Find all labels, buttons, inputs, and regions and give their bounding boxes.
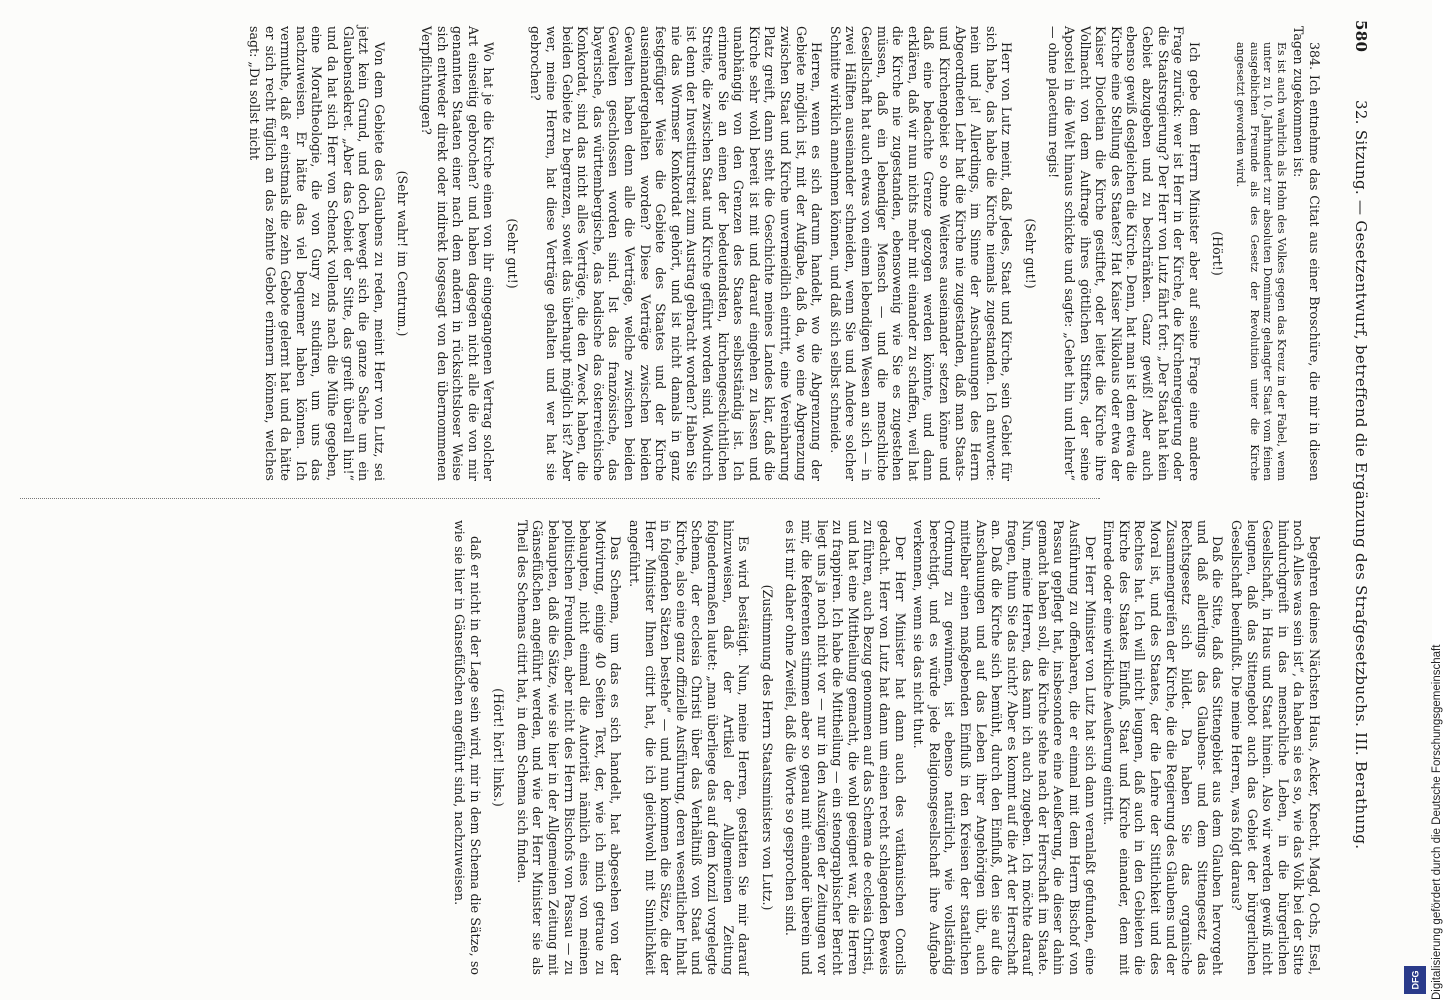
paragraph: Der Herr Minister von Lutz hat sich dann veranlaßt gefunden, eine Ausführung zu offenbaren, die er einmal mit dem Herrn Bischof von Passau gepflegt hat, insbesondere eine Aeußerung, die dieser dahin gemacht haben soll, die Kirche stehe nach der Herrschaft im Staate. Nun, meine Herren, das kann ich auch zugeben. Ich möchte darauf fragen, thun Sie das nicht? Aber es kommt auf die Art der Herrschaft an. Daß die Kirche sich bemüht, durch den Einfluß, den sie auf die Anschauungen und auf das Leben ihrer Angehörigen übt, auch mittelbar einen maßgebenden Einfluß in den Kreisen der staatlichen Ordnung zu gewinnen, ist ebenso natürlich, wie vollständig berechtigt, und es würde jede Religionsgesellschaft ihre Aufgabe verkennen, wenn sie das nicht thut. — [911, 520, 1098, 975]
paragraph: 384. Ich entnehme das Citat aus einer Broschüre, die mir in diesen Tagen zugekommen ist: — [1291, 26, 1322, 481]
paragraph: Das Schema, um das es sich handelt, hat abgesehen von der Motivirung, einige 40 Seiten Text, der, wie ich mich getraue zu behaupten, nicht einmal die Autorität nämlich eines von meinen politischen Freunden, aber nicht des Herrn Bischofs von Passau — zu behaupten, daß die Sätze, wie sie hier in der Allgemeinen Zeitung mit Gänsefüßchen angeführt werden, und wie der Herr Minister sie als Theil des Schemas citirt hat, in dem Schema sich finden. — [514, 520, 624, 975]
column-separator — [20, 498, 1100, 499]
page-header — [1338, 20, 1378, 980]
interjection: (Sehr gut!) — [1022, 218, 1038, 289]
paragraph: Wo hat je die Kirche einen von ihr eingegangenen Vertrag solcher Art einseitig gebrochen? und haben dagegen nicht alle die von mir genannten Staaten einer nach dem andern in rücksichtsloser Weise sich entweder direkt oder indirekt losgesagt von den übernommenen Verpflichtungen? — [418, 26, 497, 481]
quotation: Es ist auch wahrlich als Hohn des Volkes gegen das Kreuz in der Fabel, wenn unter zu 10. Jahrhundert zur absoluten Dominanz gelangter Staat vom feinen ausgeblichen Freunde als des Gesetz der Revolution unter die Kirche angesetzt geworden wird. — [1234, 42, 1288, 481]
paragraph: Daß die Sitte, daß das Sittengebiet aus dem Glauben hervorgeht und daß allerdings das Glaubens- und dem Sittengesetz das Rechtsgesetz sich bildet. Da haben Sie das organische Zusammengreifen der Kirche, die die Regierung des Glaubens und der Moral ist, und des Staates, der die Lehre der Sittlichkeit und des Rechtes hat. Ich will nicht leugnen, daß auch in den Gebieten die Kirche des Staates Einfluß, Staat und Kirche einander, dem mit Einrede oder eine wirkliche Aeußerung eintritt. — [1101, 520, 1226, 975]
dfg-logo-icon — [1404, 966, 1426, 994]
digitization-credit: Digitalisierung gefördert durch die Deutsche Forschungsgemeinschaft — [1431, 644, 1443, 1000]
paragraph: daß er nicht in der Lage sein wird, mir in dem Schema die Sätze, so wie sie hier in Gänsefüßchen angeführt sind, nachzuweisen. — [452, 520, 483, 975]
paragraph: Von dem Gebiete des Glaubens zu reden, meint Herr von Lutz, sei jetzt kein Grund, und doch bewegt sich die ganze Sache um ein Glaubensdekret. „Aber das Gebiet der Sitte, das greift überall hin!“ und da hat sich Herr von Schenck vollends nach die Mühe gegeben, eine Moraltheologie, die von Gury zu studiren, um uns das nachzuweisen. Er hätte das viel bequemer haben können. Ich vermuthe, daß er einstmals die zehn Gebote gelernt hat und da hätte er sich recht füglich an das zehnte Gebot erinnern können, welches sagt: „Du sollst nicht — [247, 26, 387, 481]
paragraph: Herren, wenn es sich darum handelt, wo die Abgrenzung der Gebiete möglich ist, mit der Aufgabe, daß da, wo eine Abgrenzung zwischen Staat und Kirche unvermeidlich eintritt, eine Vereinbarung Platz greift, dann steht die Geschichte meines Landes klar, daß die Kirche sehr wohl bereit ist mit und darauf eingehen zu lassen und unabhängig von den Grenzen des Staates selbstständig ist. Ich erinnere Sie an einen der bedeutendsten, kirchengeschichtlichen Streite, die zwischen Staat und Kirche geführt worden sind. Wodurch ist denn der Investiturstreit zum Austrag gebracht worden? Haben Sie nie das Wormser Konkordat gehört, und ist nicht damals in ganz festgefügter Weise die Gebiete des Staates und der Kirche auseinandergehalten worden? Diese Verträge zwischen beiden Gewalten haben denn alle die Verträge, welche zwischen beiden Gewalten geschlossen worden sind. Ist das französische, das bayerische, das württembergische, das badische das österreichische Konkordat, sind das nicht alles Verträge, die den Zweck haben, die beiden Gebiete zu begrenzen, soweit das überhaupt möglich ist? Aber wer, meine Herren, hat diese Verträge gehalten und wer hat sie gebrochen? — [528, 26, 825, 481]
paragraph: Ich gebe dem Herrn Minister aber auf seine Frage eine andere Frage zurück: wer ist Herr in der Kirche, die Kirchenregierung oder die Staatsregierung? Der Herr von Lutz fährt fort: „Der Staat hat kein Gebiet abzugeben und zu beschränken. Ganz gewiß! Aber auch ebenso gewiß desgleichen die Kirche. Denn, hat man ist dem etwa die Kirche eine Stellung des Staates? Hat Kaiser Nikolaus oder etwa der Kaiser Diocletian die Kirche gestiftet, oder leitet die Kirche ihre Vollmacht von dem Auftrage ihres göttlichen Stifters, der seine Apostel in die Welt hinaus schickte und sagte: „Gehet hin und lehret“ — ohne placetum regis! — [1046, 26, 1202, 481]
interjection: (Zustimmung des Herrn Staatsministers von Lutz.) — [759, 584, 775, 911]
text-column-left — [22, 26, 1322, 481]
digitization-credit-strip — [1404, 0, 1443, 1000]
paragraph: Herr von Lutz meint, daß Jedes, Staat und Kirche, sein Gebiet für sich habe, das habe die Kirche niemals zugestanden. Ich antworte: nein und ja! Allerdings, im Sinne der Anschauungen des Herrn Abgeordneten Lehr hat die Kirche nie zugestanden, daß man Staats- und Kirchengebiet so ohne Weiteres auseinander setzen könne und daß eine bedachte Grenze gezogen werden könnte, und dann erklären, daß wir nun nichts mehr mit einander zu schaffen, weil hat die Kirche nie zugestanden, ebensowenig wie Sie es zugestehen müssen, daß ein lebendiger Mensch — und die menschliche Gesellschaft hat auch etwas von einem lebendigen Wesen an sich — in zwei Hälften auseinander schneiden, wenn Sie und Andere solcher Schnitte wirklich annehmen können, und daß sich selbst schneide. — [827, 26, 1015, 481]
page-number: 580 — [1352, 20, 1370, 53]
text-column-right — [22, 520, 1322, 975]
interjection: (Hört!) — [1210, 231, 1226, 276]
dfg-logo-text: DFG — [1410, 970, 1420, 990]
interjection: (Sehr gut!) — [504, 218, 520, 289]
paragraph: begehren deines Nächsten Haus, Acker, Knecht, Magd, Ochs, Esel, noch Alles was sein ist“, da haben sie es so, wie das Volk bei der Sitte hindurchgreift in das menschliche Leben, in die bürgerlichen Gesellschaft, in Haus und Staat hinein. Also wir werden gewiß nicht leugnen, daß das Sittengebot auch das Gebiet der bürgerlichen Gesellschaft beeinflußt. Die meine Herren, was folgt daraus? — [1229, 520, 1322, 975]
interjection: (Sehr wahr! im Centrum.) — [395, 170, 411, 337]
paragraph: Der Herr Minister hat dann auch des vatikanischen Concils gedacht. Herr von Lutz hat dann um einen recht schlagenden Beweis zu führen, auch Bezug genommen auf das Schema de ecclesia Christi, und hat eine Mittheilung gemacht, die wohl geeignet war, die Herren zu frappiren. Ich habe die Mittheilung — ein stenographischer Bericht liegt uns ja noch nicht vor — nur in den Auszügen der Zeitungen vor mir, die Referenten stimmen aber so genau mit einander überein und es ist mir daher ohne Zweifel, daß die Worte so gesprochen sind. — [783, 520, 908, 975]
interjection: (Hört! hört! links.) — [491, 688, 507, 807]
paragraph: Es wird bestätigt. Nun, meine Herren, gestatten Sie mir darauf hinzuweisen, daß der Artikel der Allgemeinen Zeitung folgendermaßen lautet: „man überliege das auf dem Konzil vorgelegte Schema, der ecclesia Christi über das Verhältniß von Staat und Kirche, also eine ganz offizielle Ausführung, deren wesentlicher Inhalt in folgenden Sätzen bestehe“ — und nun kommen die Sätze, die der Herr Minister Ihnen citirt hat, die ich gleichwohl mit Sinnlichkeit angeführt. — [627, 520, 752, 975]
running-title: 32. Sitzung. — Gesetzentwurf, betreffend die Ergänzung des Strafgesetzbuchs. III. Berathung. — [1352, 100, 1370, 850]
